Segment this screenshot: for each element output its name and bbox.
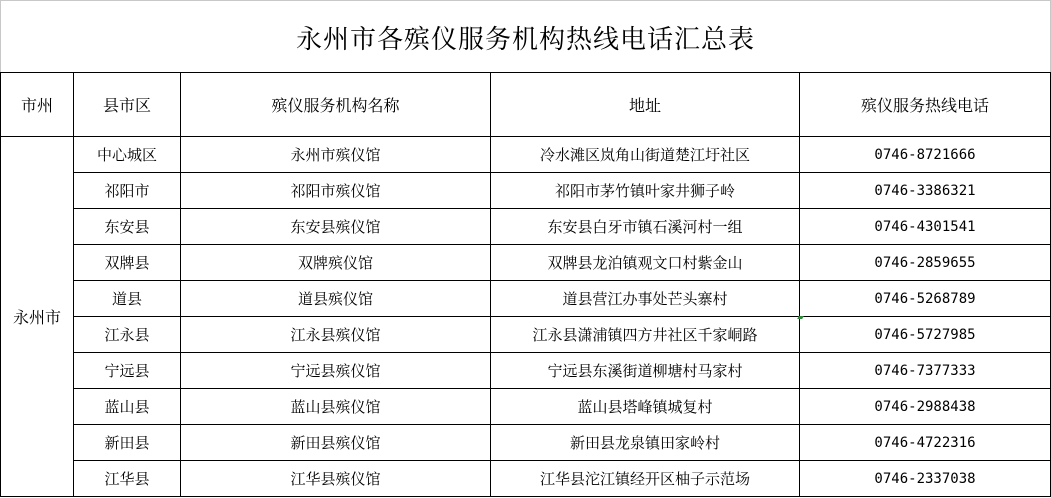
county-cell: 双牌县 [74,245,181,281]
table-row [1,389,1051,425]
header-institution: 殡仪服务机构名称 [181,73,491,137]
phone-cell: 0746-4301541 [800,209,1051,245]
table-row [1,245,1051,281]
city-cell: 永州市 [1,137,74,497]
county-cell: 新田县 [74,425,181,461]
institution-cell: 永州市殡仪馆 [181,137,491,173]
institution-cell: 道县殡仪馆 [181,281,491,317]
phone-cell: 0746-5268789 [800,281,1051,317]
phone-cell: 0746-4722316 [800,425,1051,461]
county-cell: 宁远县 [74,353,181,389]
address-cell: 双牌县龙泊镇观文口村紫金山 [491,245,800,281]
county-cell: 东安县 [74,209,181,245]
institution-cell: 宁远县殡仪馆 [181,353,491,389]
phone-cell: 0746-7377333 [800,353,1051,389]
table-row [1,281,1051,317]
phone-cell: 0746-3386321 [800,173,1051,209]
county-cell: 中心城区 [74,137,181,173]
phone-cell: 0746-2337038 [800,461,1051,497]
table-row [1,317,1051,353]
address-cell: 新田县龙泉镇田家岭村 [491,425,800,461]
address-cell: 东安县白牙市镇石溪河村一组 [491,209,800,245]
table-row [1,353,1051,389]
address-cell: 江华县沱江镇经开区柚子示范场 [491,461,800,497]
header-row [1,73,1051,137]
table-row [1,209,1051,245]
county-cell: 江华县 [74,461,181,497]
table-title: 永州市各殡仪服务机构热线电话汇总表 [0,0,1051,73]
institution-cell: 江华县殡仪馆 [181,461,491,497]
institution-cell: 东安县殡仪馆 [181,209,491,245]
phone-cell: 0746-2859655 [800,245,1051,281]
header-city: 市州 [1,73,74,137]
county-cell: 蓝山县 [74,389,181,425]
institution-cell: 蓝山县殡仪馆 [181,389,491,425]
address-cell: 江永县潇浦镇四方井社区千家峒路 [491,317,800,353]
institution-cell: 双牌殡仪馆 [181,245,491,281]
address-cell: 冷水滩区岚角山街道楚江圩社区 [491,137,800,173]
table-row [1,173,1051,209]
table-row [1,461,1051,497]
county-cell: 祁阳市 [74,173,181,209]
hotline-table [0,72,1051,497]
address-cell: 宁远县东溪街道柳塘村马家村 [491,353,800,389]
county-cell: 道县 [74,281,181,317]
table-row [1,137,1051,173]
institution-cell: 江永县殡仪馆 [181,317,491,353]
phone-cell: 0746-2988438 [800,389,1051,425]
institution-cell: 新田县殡仪馆 [181,425,491,461]
institution-cell: 祁阳市殡仪馆 [181,173,491,209]
address-cell: 蓝山县塔峰镇城复村 [491,389,800,425]
county-cell: 江永县 [74,317,181,353]
header-hotline: 殡仪服务热线电话 [800,73,1051,137]
phone-cell: 0746-5727985 [800,317,1051,353]
header-address: 地址 [491,73,800,137]
address-cell: 道县营江办事处芒头寨村 [491,281,800,317]
address-cell: 祁阳市茅竹镇叶家井狮子岭 [491,173,800,209]
header-county: 县市区 [74,73,181,137]
phone-cell: 0746-8721666 [800,137,1051,173]
table-row [1,425,1051,461]
